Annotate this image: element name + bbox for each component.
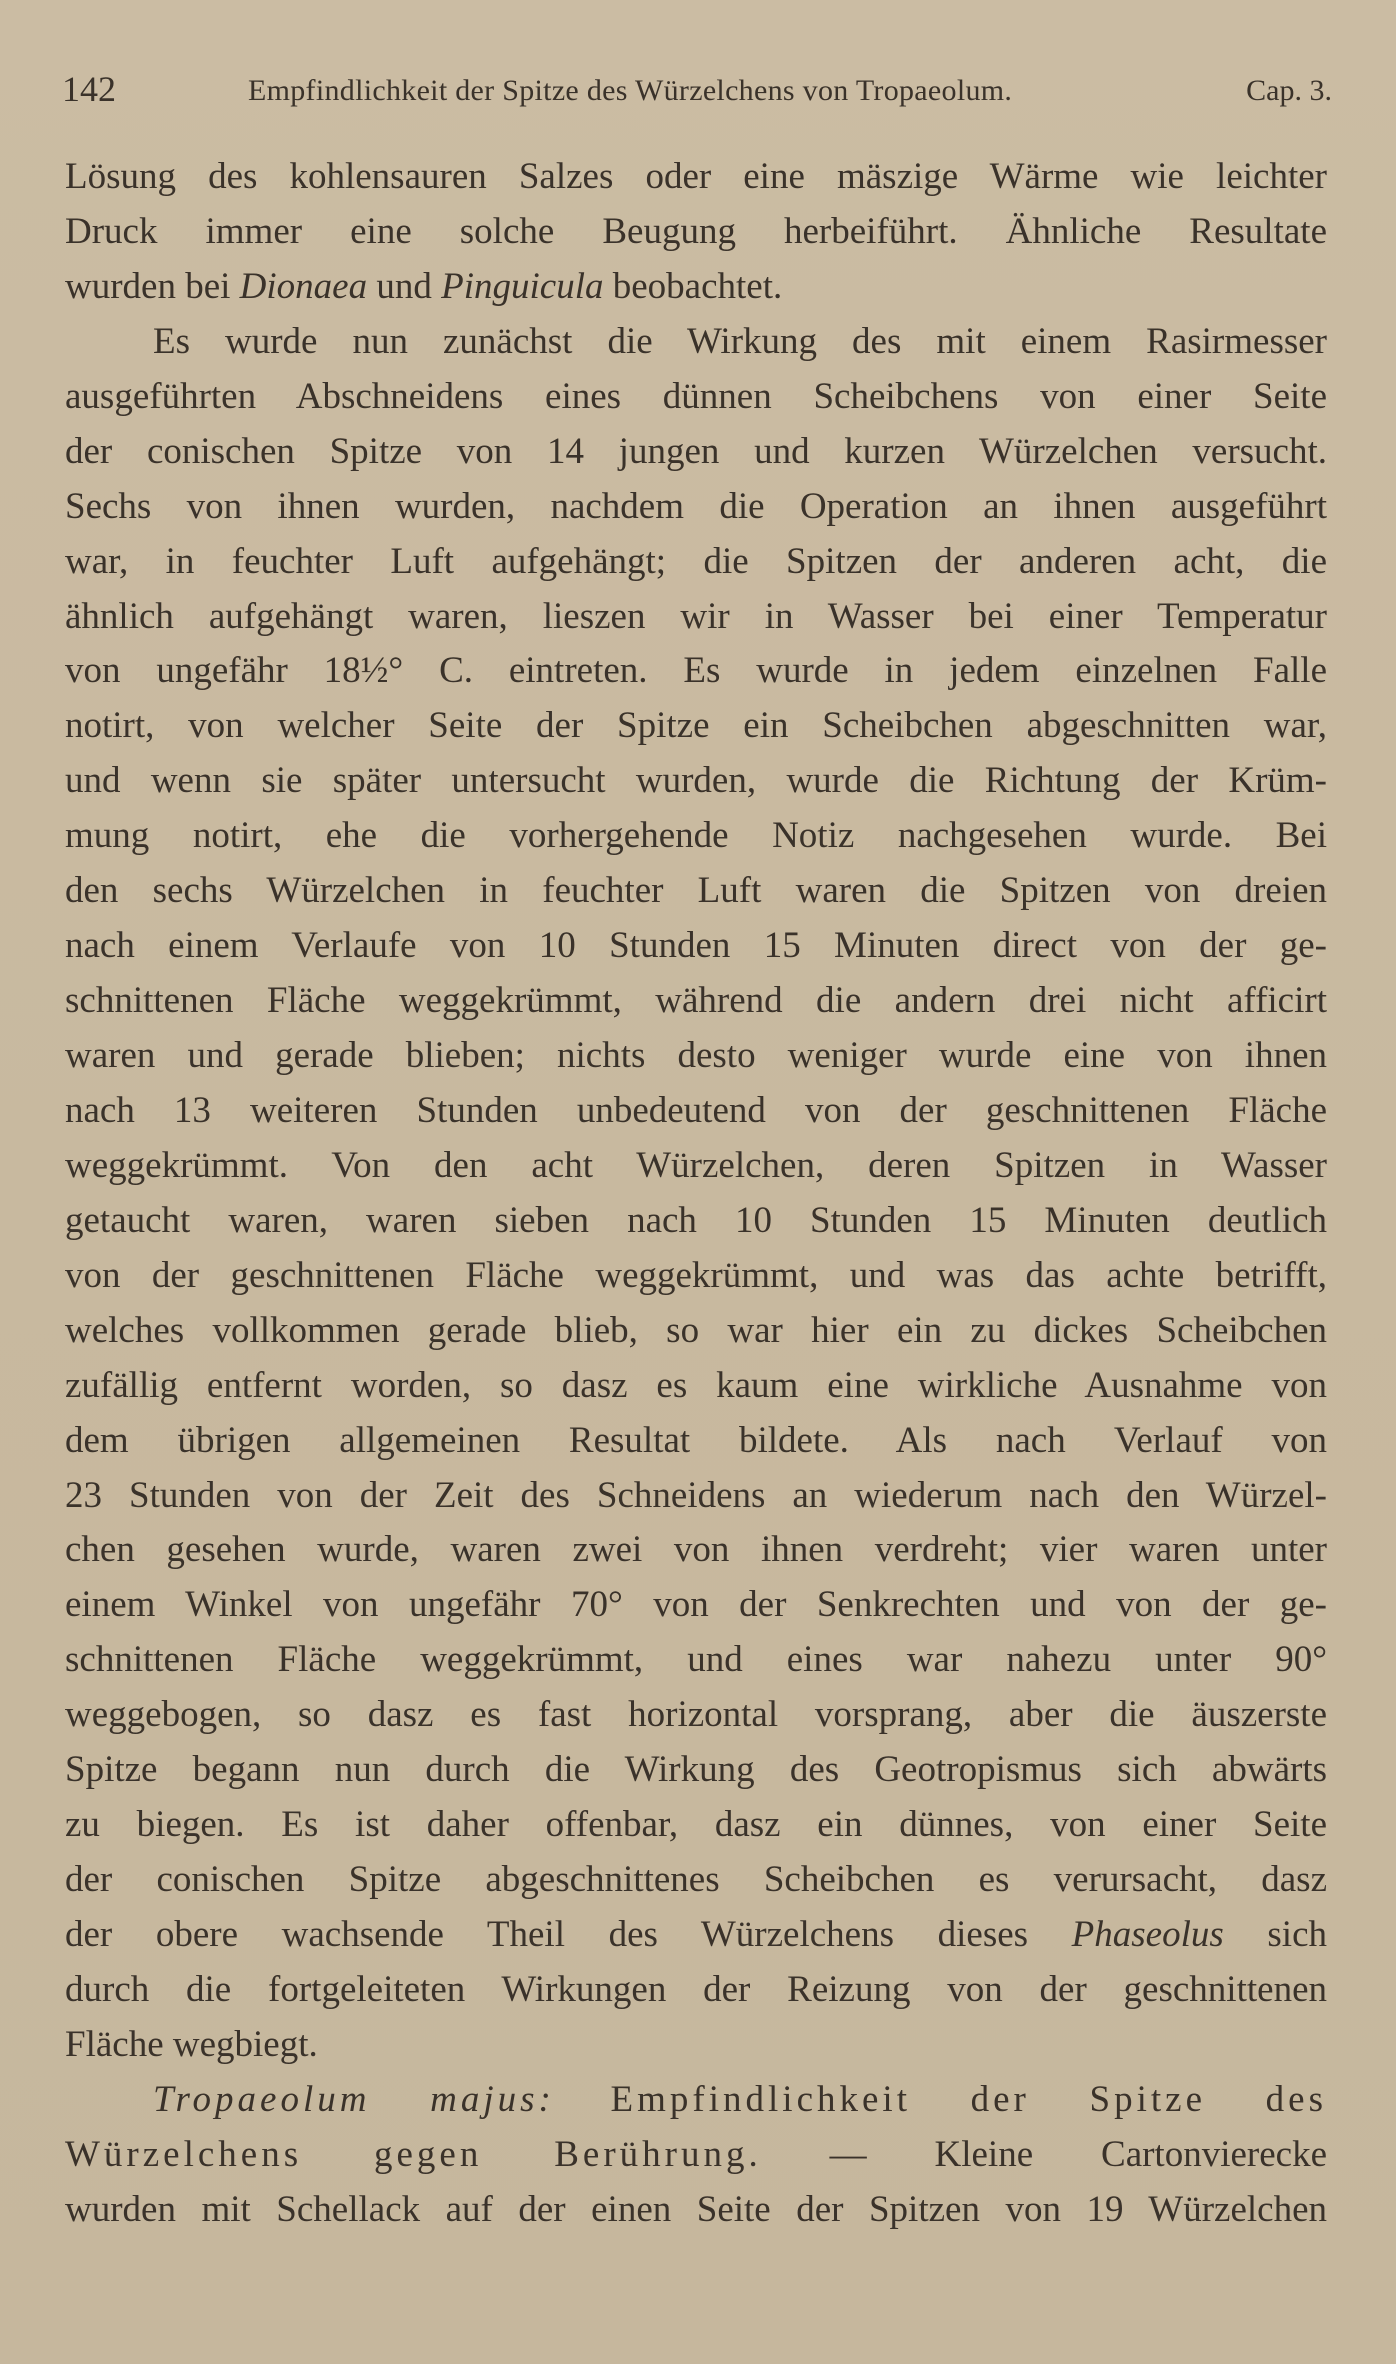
text-segment: der obere wachsende Theil des Würzelchens dieses	[65, 1914, 1072, 1955]
text-line	[65, 1414, 1327, 1469]
text-segment: dem übrigen allgemeinen Resultat bildete. Als nach Verlauf von	[65, 1419, 1327, 1461]
text-line	[65, 535, 1327, 590]
text-segment: von der geschnittenen Fläche weggekrümmt, und was das achte betrifft,	[65, 1254, 1327, 1296]
text-segment: nach einem Verlaufe von 10 Stunden 15 Minuten direct von der ge-	[65, 925, 1327, 967]
chapter-label: Cap. 3.	[1246, 74, 1332, 107]
text-segment-it: Pinguicula	[441, 265, 604, 307]
text-line	[65, 1304, 1327, 1359]
text-segment: der conischen Spitze von 14 jungen und kurzen Würzelchen versucht.	[65, 430, 1327, 472]
text-segment: notirt, von welcher Seite der Spitze ein Scheibchen abgeschnitten war,	[65, 705, 1327, 747]
text-segment: mung notirt, ehe die vorhergehende Notiz nachgesehen wurde. Bei	[65, 815, 1327, 857]
text-line	[65, 974, 1327, 1029]
text-segment: den sechs Würzelchen in feuchter Luft waren die Spitzen von dreien	[65, 870, 1327, 912]
text-segment: einem Winkel von ungefähr 70° von der Senkrechten und von der ge-	[65, 1584, 1327, 1626]
text-segment: Fläche wegbiegt.	[65, 2023, 318, 2065]
text-line	[65, 1249, 1327, 1304]
text-segment: welches vollkommen gerade blieb, so war hier ein zu dickes Scheibchen	[65, 1309, 1327, 1351]
text-line	[65, 754, 1327, 809]
text-line	[65, 315, 1327, 370]
text-line	[65, 1523, 1327, 1578]
text-segment-sperr: Empfindlichkeit der Spitze des	[610, 2078, 1327, 2120]
text-line	[65, 1139, 1327, 1194]
text-segment	[555, 2079, 611, 2120]
text-line	[65, 1853, 1327, 1908]
text-line	[65, 1908, 1327, 1963]
text-line	[65, 1359, 1327, 1414]
text-line	[65, 1633, 1327, 1688]
text-segment: Lösung des kohlensauren Salzes oder eine mäszige Wärme wie leichter	[65, 156, 1327, 197]
text-segment: und wenn sie später untersucht wurden, wurde die Richtung der Krüm-	[65, 760, 1327, 802]
text-segment: wurden mit Schellack auf der einen Seite der Spitzen von 19 Würzelchen	[65, 2188, 1327, 2230]
text-segment: getaucht waren, waren sieben nach 10 Stunden 15 Minuten deutlich	[65, 1199, 1327, 1241]
text-segment: weggebogen, so dasz es fast horizontal vorsprang, aber die äuszerste	[65, 1694, 1327, 1736]
text-line	[65, 2073, 1327, 2128]
text-line	[65, 205, 1327, 260]
text-line	[65, 1469, 1327, 1524]
text-line	[65, 864, 1327, 919]
text-segment: — Kleine Cartonvierecke	[761, 2133, 1328, 2175]
text-segment-it: Phaseolus	[1071, 1914, 1224, 1955]
page-number: 142	[62, 69, 116, 109]
text-segment: zu biegen. Es ist daher offenbar, dasz ein dünnes, von einer Seite	[65, 1804, 1327, 1846]
text-segment: zufällig entfernt worden, so dasz es kaum eine wirkliche Ausnahme von	[65, 1364, 1327, 1406]
text-segment: durch die fortgeleiteten Wirkungen der Reizung von der geschnittenen	[65, 1968, 1327, 2010]
text-segment: schnittenen Fläche weggekrümmt, und eines war nahezu unter 90°	[65, 1639, 1327, 1681]
text-segment: waren und gerade blieben; nichts desto weniger wurde eine von ihnen	[65, 1035, 1327, 1076]
text-line	[65, 1963, 1327, 2018]
text-line	[65, 150, 1327, 205]
text-line	[65, 1194, 1327, 1249]
text-segment: Druck immer eine solche Beugung herbeiführt. Ähnliche Resultate	[65, 210, 1327, 252]
page-header	[62, 68, 1332, 114]
text-line	[65, 1743, 1327, 1798]
text-segment: der conischen Spitze abgeschnittenes Scheibchen es verursacht, dasz	[65, 1859, 1327, 1901]
text-line	[65, 1688, 1327, 1743]
text-segment-sperr: Würzelchens gegen Berührung.	[65, 2133, 762, 2175]
text-segment: wurden bei	[65, 265, 240, 307]
text-segment: weggekrümmt. Von den acht Würzelchen, deren Spitzen in Wasser	[65, 1144, 1327, 1186]
text-line	[65, 425, 1327, 480]
text-segment: war, in feuchter Luft aufgehängt; die Spitzen der anderen acht, die	[65, 540, 1327, 582]
text-segment: sich	[1223, 1914, 1327, 1955]
text-line	[65, 260, 1327, 315]
text-segment-it: Dionaea	[239, 265, 368, 307]
text-line	[65, 809, 1327, 864]
text-line	[65, 644, 1327, 699]
text-line	[65, 1798, 1327, 1853]
text-segment: beobachtet.	[603, 265, 783, 307]
text-segment: ähnlich aufgehängt waren, lieszen wir in Wasser bei einer Temperatur	[65, 595, 1327, 637]
text-line	[65, 2128, 1327, 2183]
text-segment: 23 Stunden von der Zeit des Schneidens an wiederum nach den Würzel-	[65, 1474, 1327, 1516]
text-line	[65, 1084, 1327, 1139]
text-line	[65, 590, 1327, 645]
text-segment: Spitze begann nun durch die Wirkung des Geotropismus sich abwärts	[65, 1749, 1327, 1791]
text-line	[65, 480, 1327, 535]
text-segment: schnittenen Fläche weggekrümmt, während die andern drei nicht afficirt	[65, 980, 1327, 1022]
text-line	[65, 2183, 1327, 2238]
text-segment: Sechs von ihnen wurden, nachdem die Operation an ihnen ausgeführt	[65, 485, 1327, 527]
text-line	[65, 1578, 1327, 1633]
text-segment: ausgeführten Abschneidens eines dünnen Scheibchens von einer Seite	[65, 375, 1327, 417]
text-segment: nach 13 weiteren Stunden unbedeutend von der geschnittenen Fläche	[65, 1089, 1327, 1131]
text-segment: chen gesehen wurde, waren zwei von ihnen verdreht; vier waren unter	[65, 1529, 1327, 1571]
text-segment: Es wurde nun zunächst die Wirkung des mit einem Rasirmesser	[153, 320, 1327, 362]
text-line	[65, 2018, 1327, 2073]
text-line	[65, 919, 1327, 974]
body-text	[65, 150, 1327, 2238]
text-segment: und	[367, 265, 442, 307]
running-title: Empfindlichkeit der Spitze des Würzelchens von Tropaeolum.	[248, 74, 1013, 107]
text-line	[65, 1029, 1327, 1084]
text-line	[65, 699, 1327, 754]
text-segment-itsp: Tropaeolum majus:	[153, 2078, 555, 2120]
text-line	[65, 370, 1327, 425]
text-segment: von ungefähr 18½° C. eintreten. Es wurde in jedem einzelnen Falle	[65, 650, 1327, 692]
